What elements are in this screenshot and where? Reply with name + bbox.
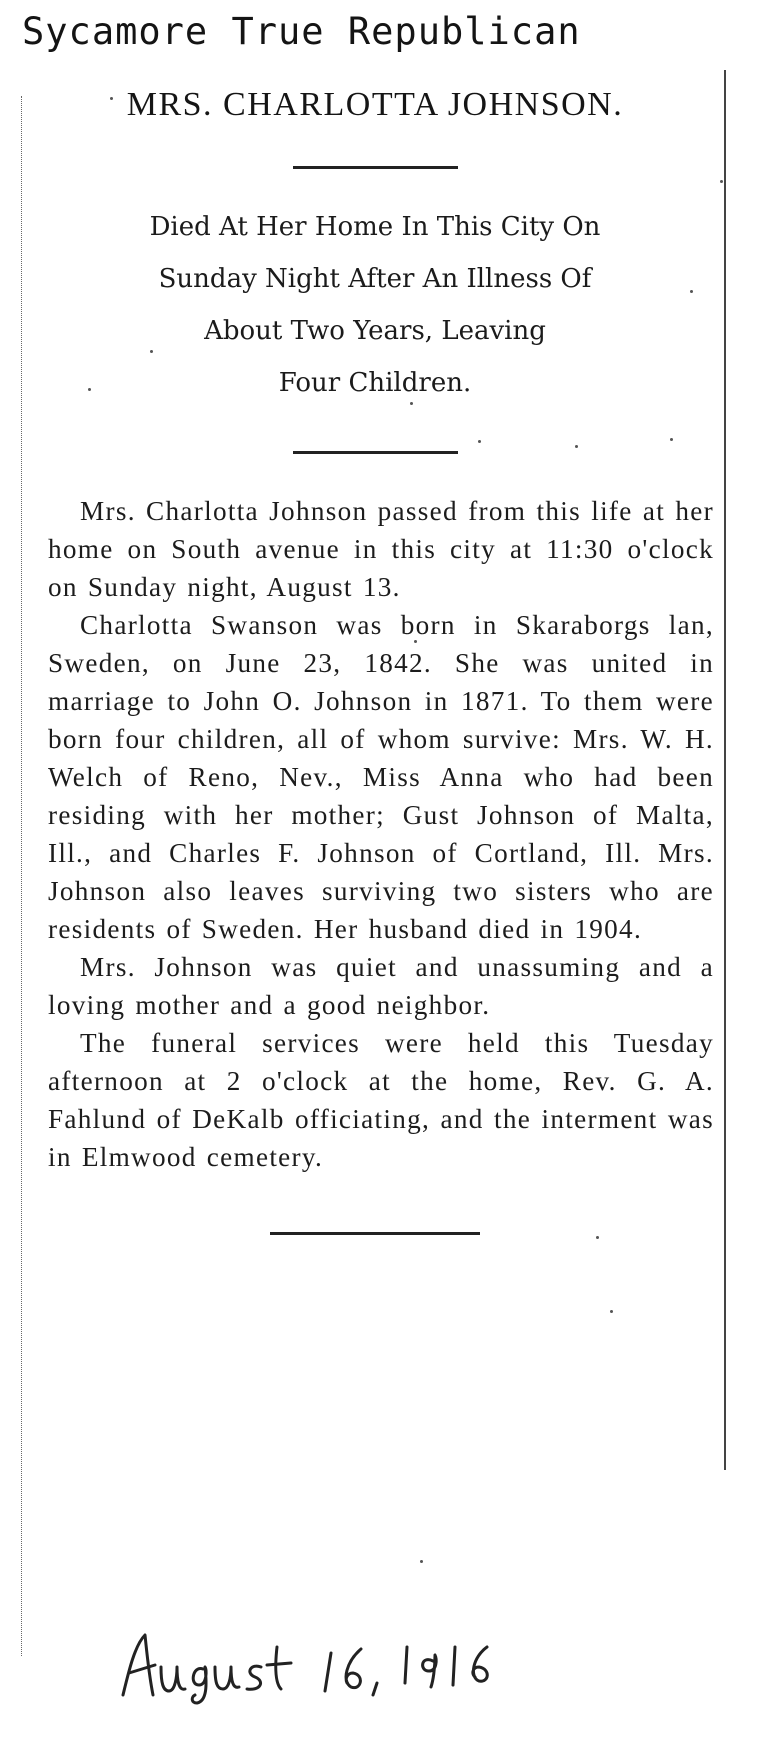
divider-rule xyxy=(293,451,458,454)
scan-speck xyxy=(610,1310,613,1313)
article-paragraph: Charlotta Swanson was born in Skaraborgs lan, Sweden, on June 23, 1842. She was united in marriage to John O. Johnson in 1871. To them were born four children, all of whom survive: Mrs. W. H. Welch of Reno, Nev., Miss Anna who had been residing with her mother; Gust Johnson of Malta, Ill., and Charles F. Johnson of Cortland, Ill. Mrs. Johnson also leaves surviving two sisters who are residents of Sweden. Her husband died in 1904. xyxy=(48,610,714,944)
scan-speck xyxy=(690,290,693,293)
end-rule xyxy=(270,1232,480,1235)
scan-speck xyxy=(596,1236,599,1239)
scan-speck xyxy=(720,180,723,183)
article-paragraph: Mrs. Johnson was quiet and unassuming and a loving mother and a good neighbor. xyxy=(48,952,714,1020)
subheadline-line: Sunday Night After An Illness Of xyxy=(158,264,592,294)
handwritten-date xyxy=(115,1625,535,1705)
subheadline-line: Died At Her Home In This City On xyxy=(149,212,601,242)
publication-name: Sycamore True Republican xyxy=(22,10,581,53)
subheadline-line: About Two Years, Leaving xyxy=(204,316,546,346)
newspaper-clipping xyxy=(30,70,720,1235)
article-paragraph: Mrs. Charlotta Johnson passed from this life at her home on South avenue in this city at 11:30 o'clock on Sunday night, August 13. xyxy=(48,496,714,602)
article-headline: MRS. CHARLOTTA JOHNSON. xyxy=(126,86,624,123)
scan-speck xyxy=(478,440,481,443)
scan-speck xyxy=(150,350,153,353)
article-paragraph: The funeral services were held this Tuesday afternoon at 2 o'clock at the home, Rev. G. A. Fahlund of DeKalb officiating, and the interment was in Elmwood cemetery. xyxy=(48,1028,714,1172)
scan-speck xyxy=(670,438,673,441)
article-subheadline xyxy=(30,201,720,409)
article-body xyxy=(30,492,720,1176)
clipping-right-edge xyxy=(724,70,726,1470)
scan-speck xyxy=(420,1560,423,1563)
scan-speck xyxy=(110,97,113,100)
clipping-left-edge xyxy=(21,96,23,1656)
handwriting-drawing xyxy=(115,1625,535,1705)
scan-speck xyxy=(410,402,413,405)
divider-rule xyxy=(293,166,458,169)
subheadline-line: Four Children. xyxy=(278,368,472,398)
scan-speck xyxy=(575,445,578,448)
scan-speck xyxy=(88,388,91,391)
scan-speck xyxy=(414,640,417,643)
